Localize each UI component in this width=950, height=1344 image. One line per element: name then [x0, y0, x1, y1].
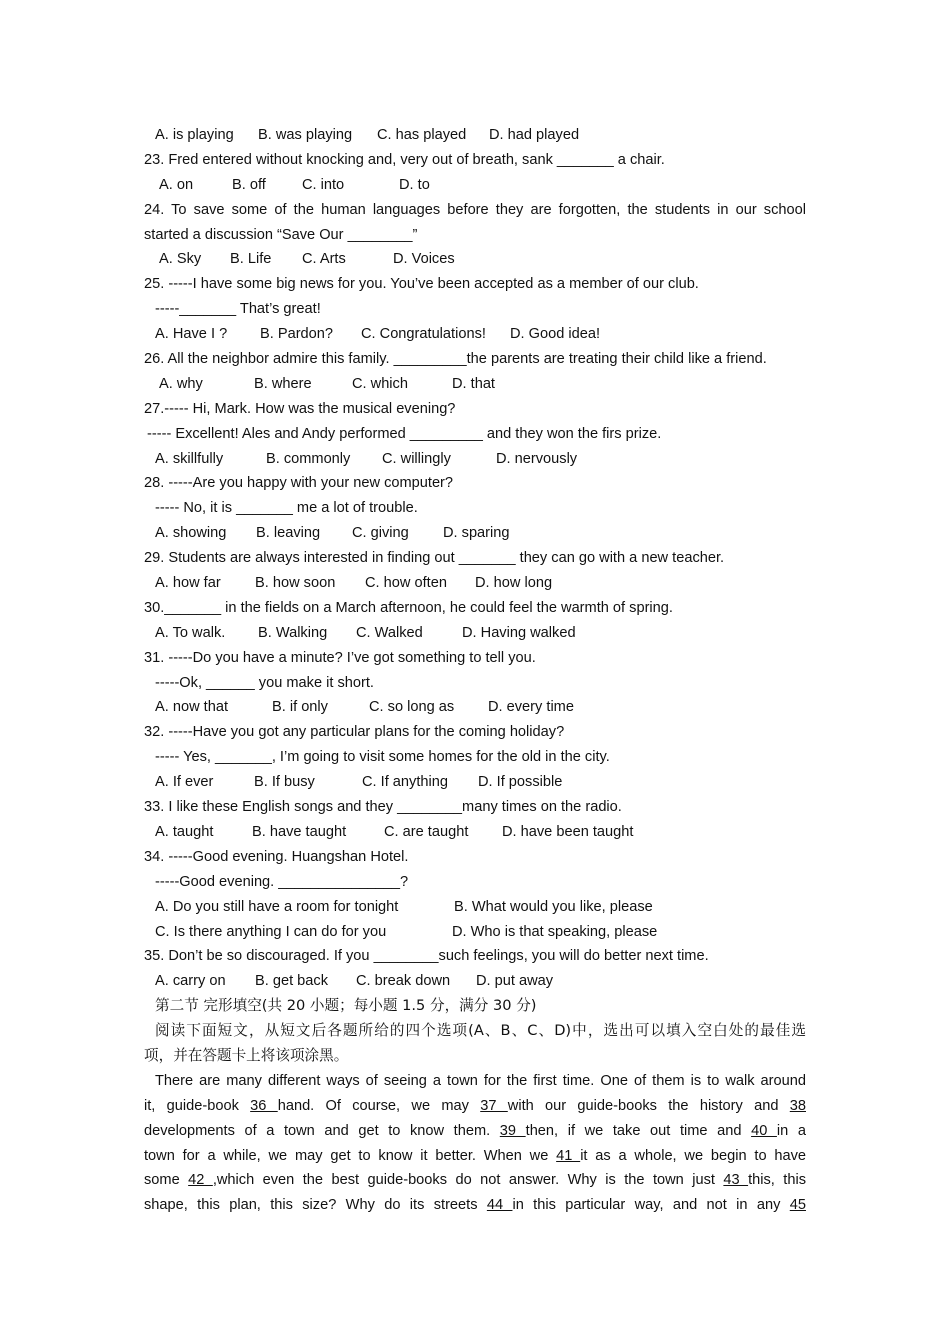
q26-option-b: B. where: [254, 375, 312, 392]
passage-text: this, this: [748, 1172, 806, 1189]
blank-44: 44: [486, 1197, 513, 1214]
q35-options: [144, 969, 806, 994]
q26-stem: 26. All the neighbor admire this family. _________the parents are treating their child like a friend.: [144, 351, 767, 368]
blank-39: 39: [499, 1122, 526, 1139]
q35-option-d: D. put away: [476, 973, 554, 990]
q28-stem-line1: 28. -----Are you happy with your new computer?: [144, 475, 454, 492]
q27-option-d: D. nervously: [496, 450, 578, 467]
q23-blank: _______: [556, 151, 614, 168]
q35-option-c: C. break down: [356, 973, 451, 990]
q34-option-b: B. What would you like, please: [454, 898, 653, 915]
q25-stem-line1: 25. -----I have some big news for you. You’ve been accepted as a member of our club.: [144, 276, 699, 293]
q23-options: [144, 173, 806, 198]
q28-option-c: C. giving: [352, 525, 409, 542]
q24-options: [144, 247, 806, 272]
blank-38: 38: [789, 1097, 806, 1114]
q27-option-b: B. commonly: [266, 450, 351, 467]
passage-text: ,which even the best guide-books do not answer. Why is the town just: [212, 1172, 724, 1189]
q34-options-row1: [144, 895, 806, 920]
q22-options: [144, 123, 806, 148]
q35-stem: 35. Don’t be so discouraged. If you ________such feelings, you will do better next time.: [144, 948, 709, 965]
passage-text: developments of a town and get to know them.: [144, 1122, 500, 1139]
passage-line6: [144, 1193, 806, 1218]
q27-stem-line1: 27.----- Hi, Mark. How was the musical evening?: [144, 400, 456, 417]
q25-stem-line2: -----_______ That’s great!: [155, 301, 321, 318]
q34-option-d: D. Who is that speaking, please: [452, 923, 658, 940]
q25-options: [144, 322, 806, 347]
exam-page: [144, 123, 806, 1218]
passage-line4: [144, 1144, 806, 1169]
blank-36: 36: [250, 1097, 278, 1114]
q24-stem-line1: 24. To save some of the human languages before they are forgotten, the students in our school: [144, 201, 806, 218]
q32-option-a: A. If ever: [155, 774, 214, 791]
q23-option-c: C. into: [302, 176, 345, 193]
q24-option-d: D. Voices: [393, 251, 455, 268]
q33-option-d: D. have been taught: [502, 823, 634, 840]
q22-option-d: D. had played: [489, 127, 580, 143]
q25-option-d: D. Good idea!: [510, 326, 601, 343]
q32-options: [144, 770, 806, 795]
q31-stem-line1: 31. -----Do you have a minute? I’ve got something to tell you.: [144, 649, 536, 666]
q23-option-a: A. on: [159, 176, 194, 193]
q34-option-c: C. Is there anything I can do for you: [155, 923, 387, 940]
q31-option-b: B. if only: [272, 699, 328, 716]
q25-option-a: A. Have I ?: [155, 326, 228, 343]
q33-options: [144, 820, 806, 845]
q35-option-b: B. get back: [255, 973, 329, 990]
q32-option-b: B. If busy: [254, 774, 315, 791]
q22-option-a: A. is playing: [155, 127, 234, 143]
q25-option-c: C. Congratulations!: [361, 326, 486, 343]
q24-option-a: A. Sky: [159, 251, 202, 268]
passage-text: in a: [776, 1122, 806, 1139]
q23-text-after: a chair.: [613, 151, 665, 168]
q26-options: [144, 372, 806, 397]
q31-option-c: C. so long as: [369, 699, 455, 716]
q34-options-row2: [144, 920, 806, 945]
passage-text: town for a while, we may get to know it better. When we: [144, 1147, 557, 1164]
q28-options: [144, 521, 806, 546]
blank-43: 43: [723, 1172, 749, 1189]
q33-option-b: B. have taught: [252, 823, 347, 840]
q30-option-a: A. To walk.: [155, 624, 226, 641]
passage-text: it as a whole, we begin to have: [580, 1147, 806, 1164]
q23-stem: [144, 148, 806, 173]
q28-option-a: A. showing: [155, 525, 227, 542]
q30-option-c: C. Walked: [356, 624, 423, 641]
section2-instruction-line1: 阅读下面短文，从短文后各题所给的四个选项(A、B、C、D)中，选出可以填入空白处的最佳选: [155, 1022, 806, 1040]
q27-option-a: A. skillfully: [155, 450, 224, 467]
q24-option-b: B. Life: [230, 251, 272, 268]
q33-option-a: A. taught: [155, 823, 214, 840]
passage-line3: [144, 1119, 806, 1144]
q33-option-c: C. are taught: [384, 823, 469, 840]
q34-stem-line2: -----Good evening. _______________?: [155, 873, 409, 890]
q32-stem-line1: 32. -----Have you got any particular plans for the coming holiday?: [144, 724, 565, 741]
blank-42: 42: [188, 1172, 213, 1189]
q33-stem: 33. I like these English songs and they ________many times on the radio.: [144, 799, 622, 816]
q22-option-b: B. was playing: [258, 127, 353, 143]
passage-line2: [144, 1094, 806, 1119]
q27-option-c: C. willingly: [382, 450, 451, 467]
passage-line1: There are many different ways of seeing a town for the first time. One of them is to walk around: [155, 1072, 806, 1089]
q26-option-a: A. why: [159, 375, 203, 392]
q24-stem-line2: started a discussion “Save Our ________”: [144, 226, 418, 243]
q35-option-a: A. carry on: [155, 973, 226, 990]
passage-text: then, if we take out time and: [525, 1122, 752, 1139]
q30-options: [144, 621, 806, 646]
q30-option-d: D. Having walked: [462, 624, 576, 641]
q32-option-c: C. If anything: [362, 774, 448, 791]
q31-option-a: A. now that: [155, 699, 229, 716]
q29-stem: 29. Students are always interested in finding out _______ they can go with a new teacher.: [144, 550, 725, 567]
blank-41: 41: [556, 1147, 581, 1164]
q28-option-d: D. sparing: [443, 525, 510, 542]
q29-option-c: C. how often: [365, 575, 447, 592]
q24-option-c: C. Arts: [302, 251, 346, 268]
q27-options: [144, 447, 806, 472]
q26-option-d: D. that: [452, 375, 495, 392]
section2-heading: 第二节 完形填空(共 20 小题；每小题 1.5 分，满分 30 分): [155, 997, 537, 1015]
q29-option-d: D. how long: [475, 575, 553, 592]
q28-stem-line2: ----- No, it is _______ me a lot of trouble.: [155, 500, 418, 517]
section2-instruction-line2: 项，并在答题卡上将该项涂黑。: [144, 1046, 349, 1064]
q30-option-b: B. Walking: [258, 624, 328, 641]
q34-stem-line1: 34. -----Good evening. Huangshan Hotel.: [144, 848, 409, 865]
passage-text: it, guide-book: [144, 1097, 251, 1114]
q29-options: [144, 571, 806, 596]
q22-option-c: C. has played: [377, 127, 467, 143]
q23-option-b: B. off: [232, 176, 266, 193]
q27-stem-line2: ----- Excellent! Ales and Andy performed _________ and they won the firs prize.: [147, 425, 662, 442]
q28-option-b: B. leaving: [256, 525, 321, 542]
q29-option-a: A. how far: [155, 575, 221, 592]
q23-option-d: D. to: [399, 176, 430, 193]
blank-40: 40: [751, 1122, 777, 1139]
passage-text: in this particular way, and not in any: [512, 1197, 790, 1214]
passage-text: shape, this plan, this size? Why do its streets: [144, 1197, 487, 1214]
q32-stem-line2: ----- Yes, _______, I’m going to visit some homes for the old in the city.: [155, 749, 610, 766]
q25-option-b: B. Pardon?: [260, 326, 334, 343]
passage-text: hand. Of course, we may: [277, 1097, 481, 1114]
q32-option-d: D. If possible: [478, 774, 563, 791]
q31-options: [144, 695, 806, 720]
passage-line5: [144, 1168, 806, 1193]
q23-text-before: 23. Fred entered without knocking and, very out of breath, sank: [144, 151, 557, 168]
q26-option-c: C. which: [352, 375, 408, 392]
q34-option-a: A. Do you still have a room for tonight: [155, 898, 399, 915]
q31-stem-line2: -----Ok, ______ you make it short.: [155, 674, 374, 691]
blank-45: 45: [789, 1197, 806, 1214]
q31-option-d: D. every time: [488, 699, 574, 716]
passage-text: some: [144, 1172, 189, 1189]
blank-37: 37: [480, 1097, 508, 1114]
passage-text: with our guide-books the history and: [507, 1097, 790, 1114]
q30-stem: 30._______ in the fields on a March afternoon, he could feel the warmth of spring.: [144, 599, 673, 616]
q29-option-b: B. how soon: [255, 575, 336, 592]
